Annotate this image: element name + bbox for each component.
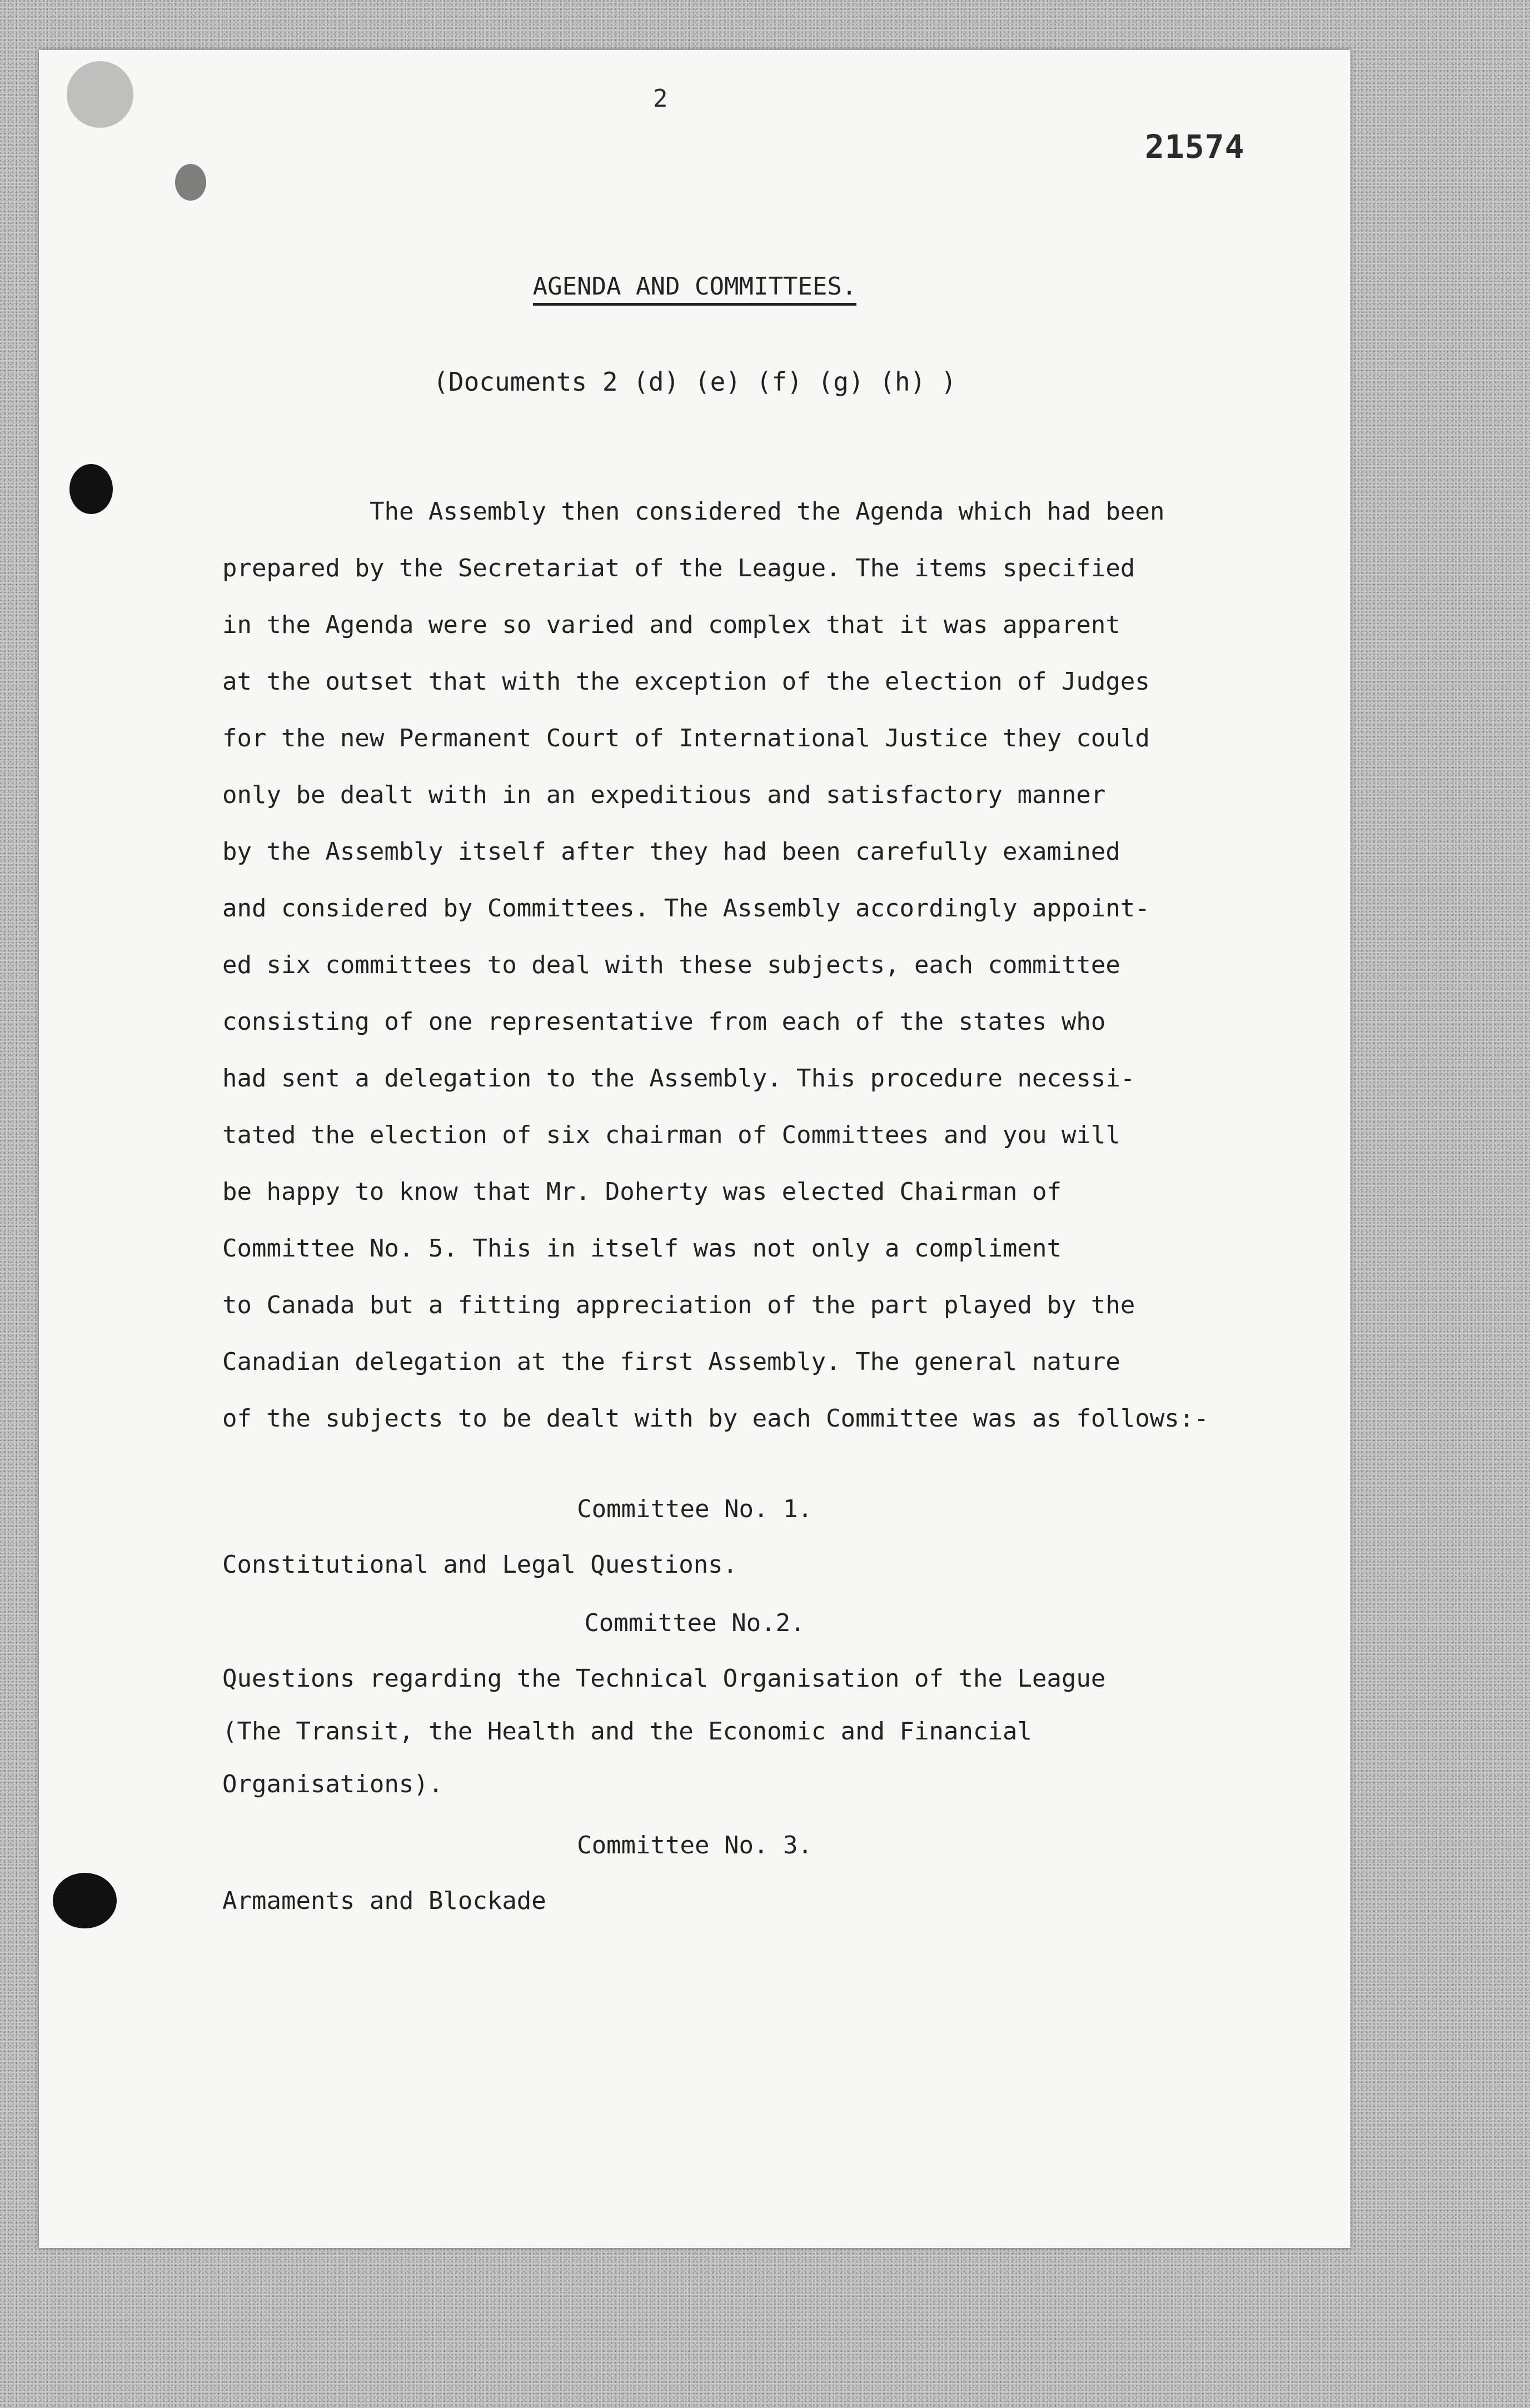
body-line: by the Assembly itself after they had been carefully examined	[222, 837, 1120, 866]
body-line: for the new Permanent Court of International Justice they could	[222, 724, 1150, 752]
body-line: only be dealt with in an expeditious and satisfactory manner	[222, 781, 1106, 809]
body-line: prepared by the Secretariat of the League. The items specified	[222, 554, 1135, 582]
document-title	[39, 272, 1350, 301]
body-line: in the Agenda were so varied and complex that it was apparent	[222, 611, 1120, 639]
ink-stain	[67, 61, 133, 128]
body-line: Committee No. 5. This in itself was not only a compliment	[222, 1234, 1061, 1263]
committee-2-description: (The Transit, the Health and the Economic and Financial	[222, 1717, 1032, 1746]
committee-2-description: Organisations).	[222, 1770, 443, 1798]
body-line: consisting of one representative from each of the states who	[222, 1008, 1106, 1036]
committee-2-heading: Committee No.2.	[584, 1609, 805, 1637]
body-line: at the outset that with the exception of the election of Judges	[222, 667, 1150, 696]
body-line: tated the election of six chairman of Committees and you will	[222, 1121, 1120, 1149]
committee-1-heading: Committee No. 1.	[577, 1495, 813, 1523]
body-line: to Canada but a fitting appreciation of the part played by the	[222, 1291, 1135, 1319]
body-line: be happy to know that Mr. Doherty was elected Chairman of	[222, 1178, 1061, 1206]
document-title-text: AGENDA AND COMMITTEES.	[533, 272, 857, 306]
page-number: 2	[653, 84, 668, 113]
document-subtitle: (Documents 2 (d) (e) (f) (g) (h) )	[433, 367, 956, 397]
body-line: ed six committees to deal with these subjects, each committee	[222, 951, 1120, 979]
body-line: and considered by Committees. The Assembly accordingly appoint-	[222, 894, 1150, 923]
committee-2-description: Questions regarding the Technical Organisation of the League	[222, 1664, 1106, 1693]
committee-3-heading: Committee No. 3.	[577, 1831, 813, 1859]
body-line: had sent a delegation to the Assembly. This procedure necessi-	[222, 1064, 1135, 1093]
punch-hole	[69, 464, 113, 514]
ink-stain	[175, 164, 206, 201]
body-line: Canadian delegation at the first Assembly. The general nature	[222, 1348, 1120, 1376]
committee-3-description: Armaments and Blockade	[222, 1887, 546, 1915]
punch-hole	[53, 1873, 117, 1928]
document-number: 21574	[1145, 128, 1245, 166]
body-line: The Assembly then considered the Agenda which had been	[370, 497, 1165, 526]
body-paragraph	[222, 483, 1350, 1447]
committee-1-description: Constitutional and Legal Questions.	[222, 1551, 738, 1579]
body-line: of the subjects to be dealt with by each Committee was as follows:-	[222, 1404, 1209, 1433]
document-page	[39, 50, 1350, 2248]
